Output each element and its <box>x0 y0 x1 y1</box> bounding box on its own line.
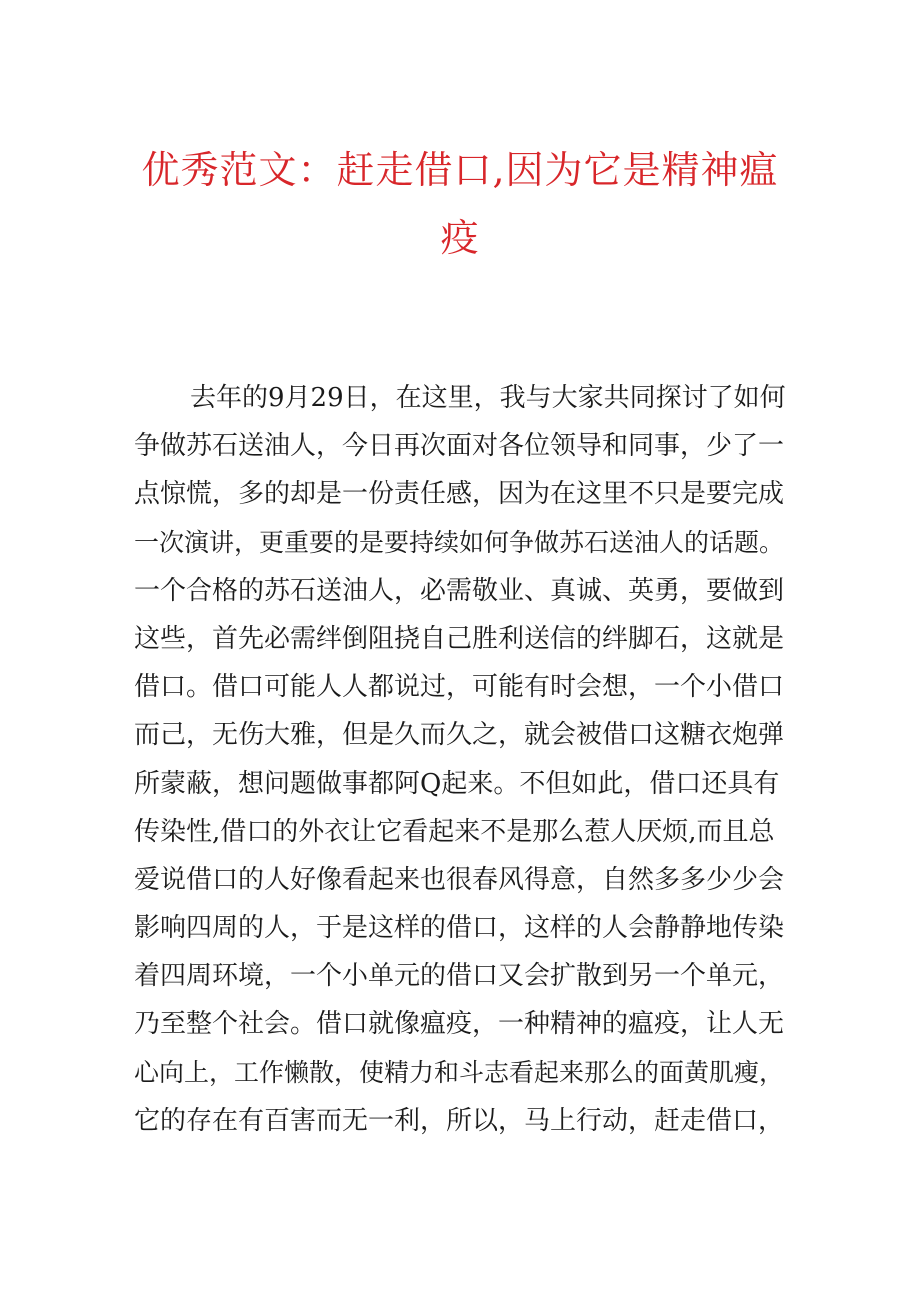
paragraph-line: 而己，无伤大雅，但是久而久之，就会被借口这糖衣炮弹 <box>134 720 785 751</box>
paragraph-line: 这些，首先必需绊倒阻挠自己胜利送信的绊脚石，这就是 <box>134 623 785 654</box>
paragraph-line: 一次演讲，更重要的是要持续如何争做苏石送油人的话题。 <box>134 527 785 557</box>
paragraph-line: 所蒙蔽，想问题做事都阿Q起来。不但如此，借口还具有 <box>134 768 780 799</box>
paragraph-line: 它的存在有百害而无一利，所以，马上行动，赶走借口， <box>134 1105 785 1136</box>
paragraph-line: 点惊慌，多的却是一份责任感，因为在这里不只是要完成 <box>134 479 785 510</box>
paragraph-line: 心向上，工作懒散，使精力和斗志看起来那么的面黄肌瘦， <box>134 1057 785 1087</box>
paragraph-line: 爱说借口的人好像看起来也很春风得意，自然多多少少会 <box>134 864 785 895</box>
paragraph-line: 着四周环境，一个小单元的借口又会扩散到另一个单元， <box>134 961 785 992</box>
page-title: 优秀范文：赶走借口,因为它是精神瘟疫 <box>141 148 779 260</box>
paragraph-line: 一个合格的苏石送油人，必需敬业、真诚、英勇，要做到 <box>134 575 785 606</box>
paragraph-line: 乃至整个社会。借口就像瘟疫，一种精神的瘟疫，让人无 <box>134 1009 785 1040</box>
paragraph-line: 借口。借口可能人人都说过，可能有时会想，一个小借口 <box>134 672 785 703</box>
paragraph-line: 争做苏石送油人，今日再次面对各位领导和同事，少了一 <box>134 431 785 462</box>
paragraph-line: 影响四周的人，于是这样的借口，这样的人会静静地传染 <box>134 913 785 944</box>
paragraph-line: 传染性,借口的外衣让它看起来不是那么惹人厌烦,而且总 <box>134 816 775 847</box>
body-text <box>134 374 794 1145</box>
paragraph-line: 去年的9月29日，在这里，我与大家共同探讨了如何 <box>190 383 786 413</box>
